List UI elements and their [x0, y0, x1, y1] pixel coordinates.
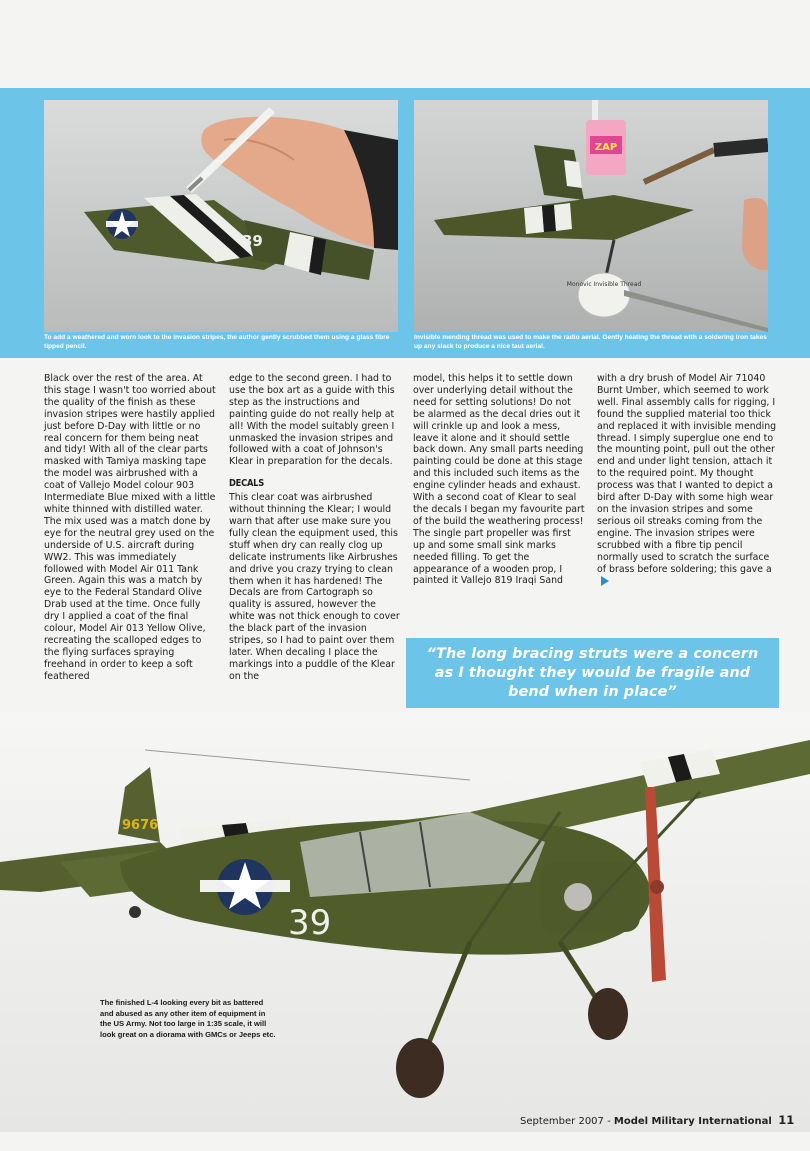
footer-magazine-title: Model Military International	[613, 1116, 772, 1127]
caption-left: To add a weathered and worn look to the invasion stripes, the author gently scrubbed them using a glass fibre tipped pencil.	[44, 334, 390, 350]
page-number: 11	[778, 1113, 795, 1127]
page-footer	[520, 1113, 795, 1127]
body-column-2	[229, 373, 401, 683]
photo-radio-aerial	[414, 100, 768, 332]
caption-right: Invisible mending thread was used to make the radio aerial. Gently heating the thread with a soldering iron takes up any slack to produce a nice taut aerial.	[414, 334, 767, 350]
tail-number: 9676	[122, 818, 159, 833]
body-column-3	[413, 373, 585, 587]
photo-pencil-scrubbing	[44, 100, 398, 332]
pull-quote-text: “The long bracing struts were a concern as I thought they would be fragile and bend when in place”	[426, 646, 759, 700]
thread-spool-label: Monovic Invisible Thread	[566, 281, 642, 288]
body-paragraph-text: with a dry brush of Model Air 71040 Burnt Umber, which seemed to work well. Final assembly calls for rigging, I found the supplied material too thick and replaced it with invisible mending thread. I simply superglue one end to the mounting point, pull out the other end and under light tension, attach it to the required point. My thought process was that I wanted to depict a bird after D-Day with some high wear on the invasion stripes and some serious oil streaks coming from the engine. The invasion stripes were scrubbed with a fibre tip pencil normally used to scratch the surface of brass before soldering; this gave a	[597, 373, 777, 575]
plane-number-39: 39	[242, 232, 263, 250]
caption-bottom: The finished L-4 looking every bit as battered and abused as any other item of equipment in the US Army. Not too large in 1:35 scale, it will look great on a diorama with GMCs or Jeeps etc.	[100, 998, 276, 1039]
photo-finished-l4	[0, 712, 810, 1132]
footer-date: September 2007 -	[520, 1116, 614, 1127]
body-column-4	[597, 373, 777, 587]
section-heading-decals: DECALS	[229, 478, 264, 490]
glue-bottle-label: ZAP	[594, 142, 618, 153]
continue-arrow-icon	[601, 576, 609, 586]
pull-quote-box	[406, 638, 779, 708]
body-paragraph: edge to the second green. I had to use the box art as a guide with this step as the instructions and painting guide do not really help at all! With the model suitably green I unmasked the invasion stripes and followed with a coat of Johnson's Klear in preparation for the decals.	[229, 373, 395, 468]
body-column-1	[44, 373, 216, 683]
body-paragraph: model, this helps it to settle down over underlying detail without the need for setting solutions! Do not be alarmed as the decal dries out it will crinkle up and look a mess, leave it alone and it should settle back down. Any small parts needing painting could be done at this stage and this included such items as the engine cylinder heads and exhaust. With a second coat of Klear to seal the decals I began my favourite part of the build the weathering process! The single part propeller was first up and some small sink marks needed filling. To get the appearance of a wooden prop, I painted it Vallejo 819 Iraqi Sand	[413, 373, 585, 587]
fuselage-number: 39	[288, 903, 332, 943]
body-paragraph: This clear coat was airbrushed without thinning the Klear; I would warn that after use make sure you fully clean the equipment used, this stuff when dry can really clog up delicate instruments like Airbrushes and drive you crazy trying to clean them when it has hardened! The Decals are from Cartograph so quality is assured, however the white was not thick enough to cover the black part of the invasion stripes, so I had to paint over them later. When decaling I place the markings into a puddle of the Klear on the	[229, 492, 400, 682]
body-paragraph: Black over the rest of the area. At this stage I wasn't too worried about the quality of the finish as these invasion stripes were hastily applied just before D-Day with little or no real concern for them being neat and tidy! With all of the clear parts masked with Tamiya masking tape the model was airbrushed with a coat of Vallejo Model colour 903 Intermediate Blue mixed with a little white thinned with distilled water. The mix used was a match done by eye for the neutral grey used on the underside of U.S. aircraft during WW2. This was immediately followed with Model Air 011 Tank Green. Again this was a match by eye to the Federal Standard Olive Drab used at the time. Once fully dry I applied a coat of the final colour, Model Air 013 Yellow Olive, recreating the scalloped edges to the flying surfaces spraying freehand in order to keep a soft feathered	[44, 373, 216, 682]
body-paragraph	[597, 373, 777, 587]
